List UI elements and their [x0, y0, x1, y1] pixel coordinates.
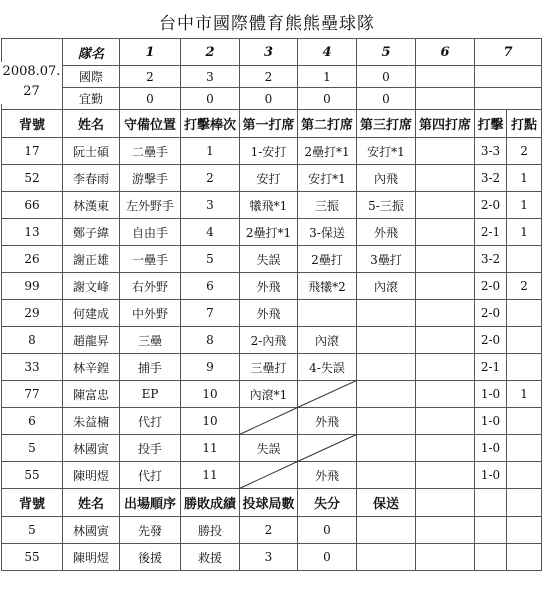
- table-cell: 三壘: [120, 327, 181, 354]
- table-cell: 3: [181, 192, 240, 219]
- table-cell: 52: [2, 165, 63, 192]
- table-cell: 外飛: [240, 300, 298, 327]
- table-cell: 陳明煜: [63, 462, 120, 489]
- batting-row: [2, 300, 542, 327]
- table-cell: [507, 327, 542, 354]
- batting-row: [2, 327, 542, 354]
- table-cell: 4-失誤: [298, 354, 357, 381]
- table-cell: [507, 435, 542, 462]
- table-cell: 1: [181, 138, 240, 165]
- inning-score: [475, 88, 542, 110]
- table-cell: 三壘打: [240, 354, 298, 381]
- table-cell: [507, 354, 542, 381]
- inning-score: 2: [120, 66, 181, 88]
- table-cell: 55: [2, 544, 63, 571]
- table-cell: [357, 408, 416, 435]
- table-cell: [416, 462, 475, 489]
- table-cell: 第一打席: [240, 110, 298, 138]
- table-cell: [475, 544, 507, 571]
- batting-row: [2, 462, 542, 489]
- table-cell: 1: [507, 219, 542, 246]
- table-cell: [507, 544, 542, 571]
- pitching-row: [2, 517, 542, 544]
- table-cell: 代打: [120, 408, 181, 435]
- table-cell: 打擊: [475, 110, 507, 138]
- table-cell: 11: [181, 435, 240, 462]
- table-cell: 後援: [120, 544, 181, 571]
- table-cell: 代打: [120, 462, 181, 489]
- table-cell: 背號: [2, 110, 63, 138]
- inning-score: 3: [181, 66, 240, 88]
- table-cell: 三振: [298, 192, 357, 219]
- table-cell: [507, 300, 542, 327]
- table-cell: 失誤: [240, 435, 298, 462]
- team-name-header: 隊名: [63, 39, 120, 66]
- table-cell: 2-0: [475, 327, 507, 354]
- table-cell: 3壘打: [357, 246, 416, 273]
- table-cell: [357, 462, 416, 489]
- table-cell: 77: [2, 381, 63, 408]
- table-cell: 內飛: [357, 165, 416, 192]
- table-cell: [416, 192, 475, 219]
- table-cell: 2壘打*1: [298, 138, 357, 165]
- table-cell: [357, 300, 416, 327]
- table-cell: 第三打席: [357, 110, 416, 138]
- table-cell: 投手: [120, 435, 181, 462]
- table-cell: 0: [298, 544, 357, 571]
- batting-row: [2, 381, 542, 408]
- table-cell: 9: [181, 354, 240, 381]
- table-cell: 外飛: [357, 219, 416, 246]
- batting-row: [2, 246, 542, 273]
- team-name: 宜勤: [63, 88, 120, 110]
- table-cell: 外飛: [298, 462, 357, 489]
- table-cell: 打點: [507, 110, 542, 138]
- pitching-header-row: [2, 489, 542, 517]
- table-cell: 保送: [357, 489, 416, 517]
- table-cell: 10: [181, 408, 240, 435]
- table-cell: [298, 435, 357, 462]
- inning-score: 2: [240, 66, 298, 88]
- inning-score: 0: [120, 88, 181, 110]
- table-cell: 林辛鍠: [63, 354, 120, 381]
- table-cell: 2: [507, 138, 542, 165]
- inning-header: 7: [475, 39, 542, 66]
- table-cell: [416, 300, 475, 327]
- table-cell: [507, 246, 542, 273]
- table-cell: 8: [2, 327, 63, 354]
- table-cell: [416, 246, 475, 273]
- game-date-line-2: 27: [23, 84, 40, 99]
- team-name: 國際: [63, 66, 120, 88]
- table-cell: 26: [2, 246, 63, 273]
- pitching-row: [2, 544, 542, 571]
- pitching-section: [2, 489, 542, 571]
- inning-score: [416, 88, 475, 110]
- table-cell: 安打*1: [357, 138, 416, 165]
- table-cell: 2-0: [475, 192, 507, 219]
- table-cell: 出場順序: [120, 489, 181, 517]
- table-cell: [357, 327, 416, 354]
- table-cell: 捕手: [120, 354, 181, 381]
- table-cell: [416, 489, 475, 517]
- table-cell: 2: [507, 273, 542, 300]
- table-cell: 失誤: [240, 246, 298, 273]
- table-cell: 鄭子緯: [63, 219, 120, 246]
- table-cell: 姓名: [63, 489, 120, 517]
- table-cell: 11: [181, 462, 240, 489]
- table-cell: 自由手: [120, 219, 181, 246]
- table-cell: [416, 517, 475, 544]
- table-cell: 姓名: [63, 110, 120, 138]
- score-header-row: [2, 39, 542, 66]
- table-cell: 安打: [240, 165, 298, 192]
- table-cell: 4: [181, 219, 240, 246]
- table-cell: [357, 381, 416, 408]
- inning-score: 0: [240, 88, 298, 110]
- table-cell: 林國寅: [63, 435, 120, 462]
- table-cell: 投球局數: [240, 489, 298, 517]
- table-cell: 29: [2, 300, 63, 327]
- score-row: [2, 66, 542, 88]
- table-cell: [416, 435, 475, 462]
- table-cell: 阮士碩: [63, 138, 120, 165]
- table-cell: 3-2: [475, 165, 507, 192]
- table-cell: 勝投: [181, 517, 240, 544]
- batting-row: [2, 192, 542, 219]
- inning-header: 3: [240, 39, 298, 66]
- table-cell: [475, 489, 507, 517]
- inning-header: 5: [357, 39, 416, 66]
- table-cell: 二壘手: [120, 138, 181, 165]
- table-cell: 內滾: [357, 273, 416, 300]
- table-cell: 6: [181, 273, 240, 300]
- table-cell: 1: [507, 381, 542, 408]
- table-cell: 3-2: [475, 246, 507, 273]
- table-cell: 2-1: [475, 354, 507, 381]
- inning-header: 6: [416, 39, 475, 66]
- table-cell: 游擊手: [120, 165, 181, 192]
- table-cell: 2: [181, 165, 240, 192]
- table-cell: 6: [2, 408, 63, 435]
- table-cell: 飛犧*2: [298, 273, 357, 300]
- table-cell: 2壘打*1: [240, 219, 298, 246]
- batting-row: [2, 273, 542, 300]
- table-cell: 2-1: [475, 219, 507, 246]
- table-cell: 2-內飛: [240, 327, 298, 354]
- table-cell: 陳明煜: [63, 544, 120, 571]
- table-cell: 打擊棒次: [181, 110, 240, 138]
- table-cell: 安打*1: [298, 165, 357, 192]
- table-cell: 外飛: [298, 408, 357, 435]
- table-cell: 5: [2, 435, 63, 462]
- table-cell: [240, 462, 298, 489]
- table-cell: [416, 354, 475, 381]
- batting-row: [2, 219, 542, 246]
- table-cell: 李春雨: [63, 165, 120, 192]
- table-cell: 5: [2, 517, 63, 544]
- table-cell: 13: [2, 219, 63, 246]
- table-cell: 守備位置: [120, 110, 181, 138]
- table-cell: 33: [2, 354, 63, 381]
- table-cell: [357, 354, 416, 381]
- table-cell: [416, 273, 475, 300]
- score-row: [2, 88, 542, 110]
- table-cell: [475, 517, 507, 544]
- table-cell: 2: [240, 517, 298, 544]
- table-cell: 5-三振: [357, 192, 416, 219]
- inning-header: 4: [298, 39, 357, 66]
- table-cell: [240, 408, 298, 435]
- table-cell: 1-安打: [240, 138, 298, 165]
- table-cell: [298, 300, 357, 327]
- table-cell: 犧飛*1: [240, 192, 298, 219]
- batting-row: [2, 354, 542, 381]
- inning-score: 0: [298, 88, 357, 110]
- table-cell: 17: [2, 138, 63, 165]
- table-cell: 99: [2, 273, 63, 300]
- table-cell: 外飛: [240, 273, 298, 300]
- table-cell: [507, 489, 542, 517]
- table-cell: 救援: [181, 544, 240, 571]
- table-cell: 背號: [2, 489, 63, 517]
- table-cell: 1-0: [475, 462, 507, 489]
- table-cell: 0: [298, 517, 357, 544]
- batting-row: [2, 408, 542, 435]
- table-cell: 謝正雄: [63, 246, 120, 273]
- table-cell: [416, 381, 475, 408]
- table-cell: [357, 435, 416, 462]
- inning-score: [475, 66, 542, 88]
- table-cell: [416, 138, 475, 165]
- table-cell: 5: [181, 246, 240, 273]
- table-cell: 3-3: [475, 138, 507, 165]
- table-cell: 8: [181, 327, 240, 354]
- inning-score: 1: [298, 66, 357, 88]
- table-cell: [357, 517, 416, 544]
- batting-section: [2, 110, 542, 489]
- table-cell: 朱益楠: [63, 408, 120, 435]
- batting-row: [2, 138, 542, 165]
- scoresheet-table: [1, 38, 542, 571]
- table-cell: 第二打席: [298, 110, 357, 138]
- table-cell: EP: [120, 381, 181, 408]
- table-cell: 先發: [120, 517, 181, 544]
- table-cell: [507, 462, 542, 489]
- table-cell: 林漢東: [63, 192, 120, 219]
- table-cell: 2-0: [475, 300, 507, 327]
- table-cell: 陳富忠: [63, 381, 120, 408]
- table-cell: 1: [507, 165, 542, 192]
- table-cell: [416, 219, 475, 246]
- table-cell: 1: [507, 192, 542, 219]
- table-cell: 1-0: [475, 381, 507, 408]
- table-cell: 何建成: [63, 300, 120, 327]
- batting-row: [2, 165, 542, 192]
- batting-header-row: [2, 110, 542, 138]
- inning-header: 1: [120, 39, 181, 66]
- table-cell: 3: [240, 544, 298, 571]
- table-cell: 66: [2, 192, 63, 219]
- table-cell: [507, 517, 542, 544]
- table-cell: [416, 327, 475, 354]
- inning-score: 0: [357, 66, 416, 88]
- table-cell: 10: [181, 381, 240, 408]
- game-date-line-1: 2008.07.: [2, 64, 61, 79]
- table-cell: 3-保送: [298, 219, 357, 246]
- table-cell: 趙龍昇: [63, 327, 120, 354]
- table-cell: [507, 408, 542, 435]
- table-cell: 內滾: [298, 327, 357, 354]
- table-cell: [298, 381, 357, 408]
- table-cell: 右外野: [120, 273, 181, 300]
- table-cell: 7: [181, 300, 240, 327]
- table-cell: 2壘打: [298, 246, 357, 273]
- table-cell: 左外野手: [120, 192, 181, 219]
- table-cell: [416, 165, 475, 192]
- table-cell: 55: [2, 462, 63, 489]
- table-cell: 1-0: [475, 408, 507, 435]
- table-cell: 1-0: [475, 435, 507, 462]
- inning-header: 2: [181, 39, 240, 66]
- table-cell: 2-0: [475, 273, 507, 300]
- table-cell: 失分: [298, 489, 357, 517]
- table-cell: [357, 544, 416, 571]
- sheet-title: 台中市國際體育熊熊壘球隊: [159, 14, 375, 34]
- inning-score: 0: [357, 88, 416, 110]
- table-cell: 一壘手: [120, 246, 181, 273]
- inning-score: 0: [181, 88, 240, 110]
- game-date: [1, 62, 62, 104]
- table-cell: 中外野: [120, 300, 181, 327]
- table-cell: 林國寅: [63, 517, 120, 544]
- table-cell: 第四打席: [416, 110, 475, 138]
- table-cell: [416, 544, 475, 571]
- table-cell: [416, 408, 475, 435]
- table-cell: 謝文峰: [63, 273, 120, 300]
- table-cell: 內滾*1: [240, 381, 298, 408]
- batting-row: [2, 435, 542, 462]
- table-cell: 勝敗成績: [181, 489, 240, 517]
- inning-score: [416, 66, 475, 88]
